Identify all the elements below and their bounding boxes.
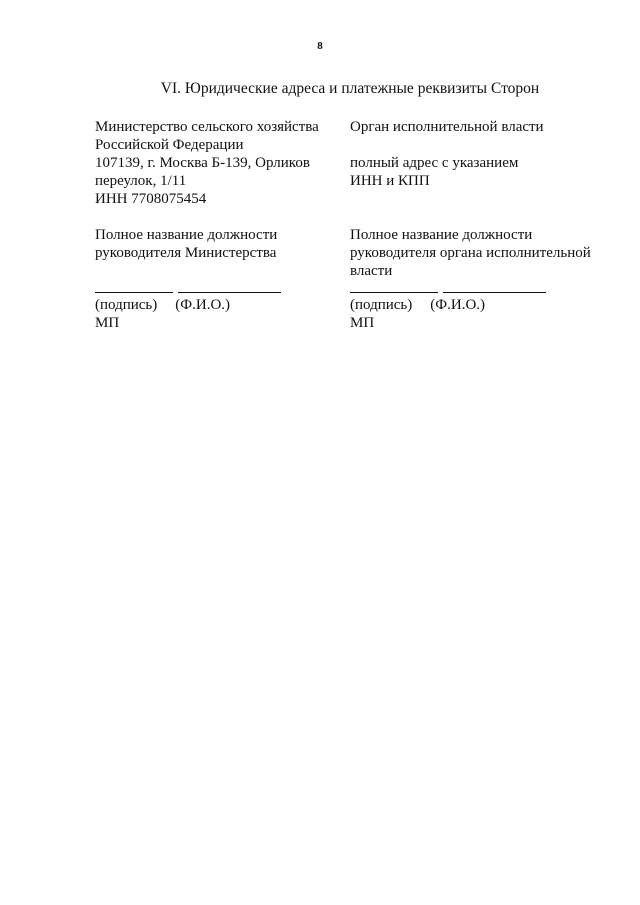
position-line: Полное название должности [350,227,533,243]
authority-head-position [350,226,620,280]
fio-label: (Ф.И.О.) [430,297,486,313]
ministry-address-line: 107139, г. Москва Б-139, Орликов [95,155,310,171]
signature-label: (подпись) [95,297,158,313]
signature-block-right [350,280,620,332]
stamp-label: МП [350,315,375,331]
signature-line [95,280,173,293]
signature-labels [350,296,620,314]
signature-line [350,280,438,293]
authority-address-line: полный адрес с указанием [350,155,519,171]
authority-address-line: ИНН и КПП [350,173,430,189]
position-line: руководителя органа исполнительной [350,245,591,261]
spacer [350,136,620,154]
stamp-label: МП [95,315,120,331]
fio-line [443,280,546,293]
ministry-name-line: Российской Федерации [95,137,244,153]
ministry-address-line: переулок, 1/11 [95,173,187,189]
section-title: VI. Юридические адреса и платежные реквизиты Сторон [160,80,540,97]
authority-name [350,118,620,136]
party-executive-authority-details [350,118,620,332]
authority-address [350,154,620,190]
signature-block-left [95,280,365,332]
ministry-inn: ИНН 7708075454 [95,191,207,207]
authority-name-line: Орган исполнительной власти [350,119,544,135]
ministry-head-position [95,226,365,262]
ministry-address [95,154,365,190]
fio-line [178,280,281,293]
spacer [350,190,620,208]
party-ministry-details [95,118,365,332]
spacer [350,208,620,226]
fio-label: (Ф.И.О.) [175,297,231,313]
signature-label: (подпись) [350,297,413,313]
position-line: Полное название должности [95,227,278,243]
spacer [95,208,365,226]
ministry-name-line: Министерство сельского хозяйства [95,119,319,135]
page-number: 8 [317,40,323,52]
signature-labels [95,296,365,314]
position-line: руководителя Министерства [95,245,277,261]
spacer [95,262,365,280]
position-line: власти [350,263,393,279]
ministry-name [95,118,365,154]
